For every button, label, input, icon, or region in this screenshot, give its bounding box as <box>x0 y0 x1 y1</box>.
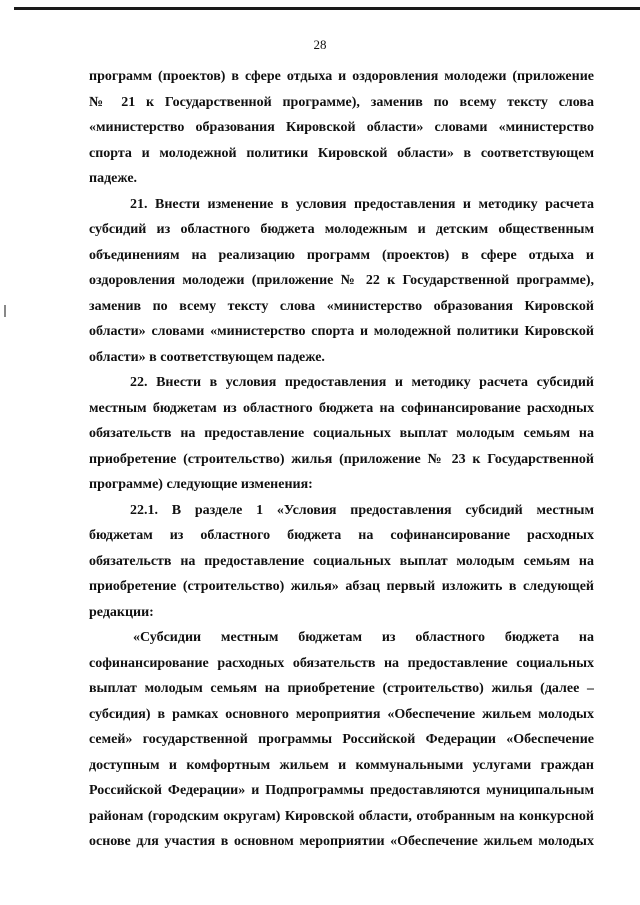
text-line: 22. Внести в условия предоставления и методику расчета субсидий <box>130 375 594 390</box>
text-line: программ (проектов) в сфере отдыха и оздоровления молодежи (приложение <box>89 69 594 84</box>
text-line: доступным и комфортным жильем и коммунальными услугами граждан <box>89 757 594 773</box>
text-line: софинансирование расходных обязательств на предоставление социальных <box>89 655 594 671</box>
text-line: семей» государственной программы Российской Федерации «Обеспечение <box>89 732 594 747</box>
text-line: области» в соответствующем падеже. <box>89 349 325 365</box>
paragraph-continuation <box>89 64 594 192</box>
document-body <box>89 64 594 855</box>
text-line: обязательств на предоставление социальных выплат молодым семьям на <box>89 553 594 569</box>
text-line: падеже. <box>89 171 138 186</box>
text-line: редакции: <box>89 604 154 620</box>
text-line: объединениям на реализацию программ (проектов) в сфере отдыха и <box>89 247 594 263</box>
text-line: приобретение (строительство) жилья» абзац первый изложить в следующей <box>89 579 594 594</box>
text-line: «Субсидии местным бюджетам из областного бюджета на <box>133 630 594 645</box>
page-number: 28 <box>313 37 327 52</box>
text-line: выплат молодым семьям на приобретение (строительство) жилья (далее – <box>89 681 594 696</box>
paragraph-22 <box>89 370 594 498</box>
text-line: области» словами «министерство спорта и молодежной политики Кировской <box>89 324 594 339</box>
text-line: основе для участия в основном мероприятии «Обеспечение жильем молодых <box>89 834 594 849</box>
text-line: районам (городским округам) Кировской области, отобранным на конкурсной <box>89 808 594 824</box>
text-line: заменив по всему тексту слова «министерство образования Кировской <box>89 298 594 314</box>
text-line: «министерство образования Кировской области» словами «министерство <box>89 120 594 135</box>
text-line: субсидия) в рамках основного мероприятия «Обеспечение жильем молодых <box>89 706 594 722</box>
text-line: субсидий из областного бюджета молодежным и детским общественным <box>89 222 594 237</box>
text-line: местным бюджетам из областного бюджета на софинансирование расходных <box>89 400 594 416</box>
text-line: приобретение (строительство) жилья (приложение № 23 к Государственной <box>89 451 594 467</box>
text-line: 22.1. В разделе 1 «Условия предоставления субсидий местным <box>130 502 594 518</box>
paragraph-22-1 <box>89 498 594 626</box>
text-line: оздоровления молодежи (приложение № 22 к Государственной программе), <box>89 273 594 288</box>
paragraph-21 <box>89 192 594 371</box>
quoted-paragraph <box>89 625 594 855</box>
text-line: № 21 к Государственной программе), заменив по всему тексту слова <box>89 94 594 110</box>
text-line: спорта и молодежной политики Кировской области» в соответствующем <box>89 145 594 161</box>
margin-mark <box>4 305 6 317</box>
text-line: программе) следующие изменения: <box>89 477 313 492</box>
top-rule <box>14 7 640 10</box>
text-line: бюджетам из областного бюджета на софинансирование расходных <box>89 528 594 543</box>
text-line: обязательств на предоставление социальных выплат молодым семьям на <box>89 426 594 441</box>
text-line: 21. Внести изменение в условия предоставления и методику расчета <box>130 196 594 212</box>
text-line: Российской Федерации» и Подпрограммы предоставляются муниципальным <box>89 783 594 798</box>
